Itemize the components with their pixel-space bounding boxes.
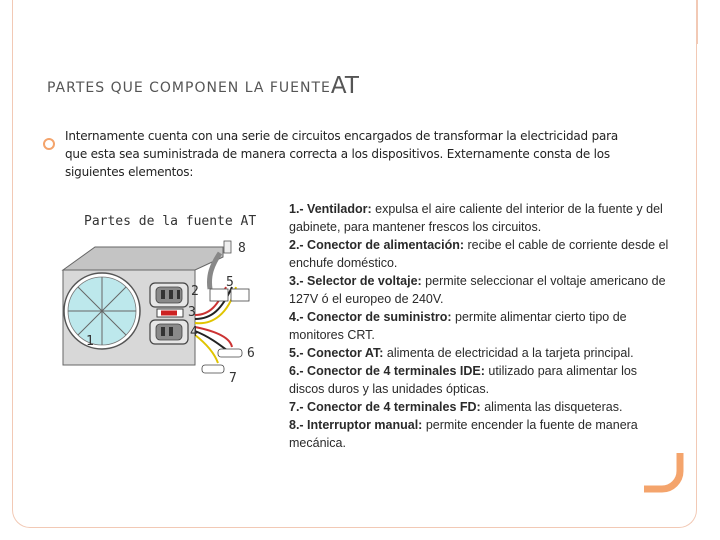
- list-item: 7.- Conector de 4 terminales FD: alimenta las disqueteras.: [289, 400, 623, 414]
- label-4: 4: [190, 325, 198, 340]
- decorative-line: [697, 0, 698, 44]
- corner-arc-icon: [640, 449, 686, 495]
- slide-title: [47, 72, 359, 98]
- title-suffix: AT: [330, 73, 359, 99]
- figure-title: Partes de la fuente AT: [84, 214, 257, 229]
- list-item: 8.- Interruptor manual: permite encender la fuente de manera mecánica.: [289, 418, 638, 450]
- list-item: 1.- Ventilador: expulsa el aire caliente del interior de la fuente y del gabinete, para mantener frescos los circuitos.: [289, 202, 663, 234]
- intro-paragraph: Internamente cuenta con una serie de circuitos encargados de transformar la electricidad para que esta sea suministrada de manera correcta a los dispositivos. Externamente consta de los siguientes elementos:: [65, 129, 619, 179]
- fd-connector-icon: [202, 365, 224, 373]
- label-3: 3: [188, 305, 196, 320]
- fan-icon: [64, 273, 140, 349]
- parts-list: [289, 200, 674, 452]
- list-item: 6.- Conector de 4 terminales IDE: utilizado para alimentar los discos duros y las unidades ópticas.: [289, 364, 638, 396]
- label-6: 6: [247, 346, 255, 361]
- list-item: 3.- Selector de voltaje: permite seleccionar el voltaje americano de 127V ó el europeo de 240V.: [289, 274, 666, 306]
- case-top: [63, 247, 223, 270]
- voltage-selector-icon: [157, 309, 183, 317]
- label-7: 7: [229, 371, 237, 386]
- title-main: PARTES QUE COMPONEN LA FUENTE: [47, 80, 331, 96]
- list-item: 2.- Conector de alimentación: recibe el cable de corriente desde el enchufe doméstico.: [289, 238, 669, 270]
- list-item: 5.- Conector AT: alimenta de electricidad a la tarjeta principal.: [289, 346, 634, 360]
- ide-connector-icon: [218, 349, 242, 357]
- label-2: 2: [191, 284, 199, 299]
- power-switch-icon: [224, 241, 231, 253]
- power-inlet-icon: [150, 283, 188, 307]
- label-1: 1: [86, 334, 94, 349]
- label-5: 5: [226, 275, 234, 290]
- monitor-outlet-icon: [150, 320, 188, 344]
- cable-bundle: [195, 253, 236, 363]
- bullet-circle-icon: [43, 138, 55, 150]
- power-supply-diagram: [60, 205, 280, 390]
- label-8: 8: [238, 241, 246, 256]
- list-item: 4.- Conector de suministro: permite alimentar cierto tipo de monitores CRT.: [289, 310, 627, 342]
